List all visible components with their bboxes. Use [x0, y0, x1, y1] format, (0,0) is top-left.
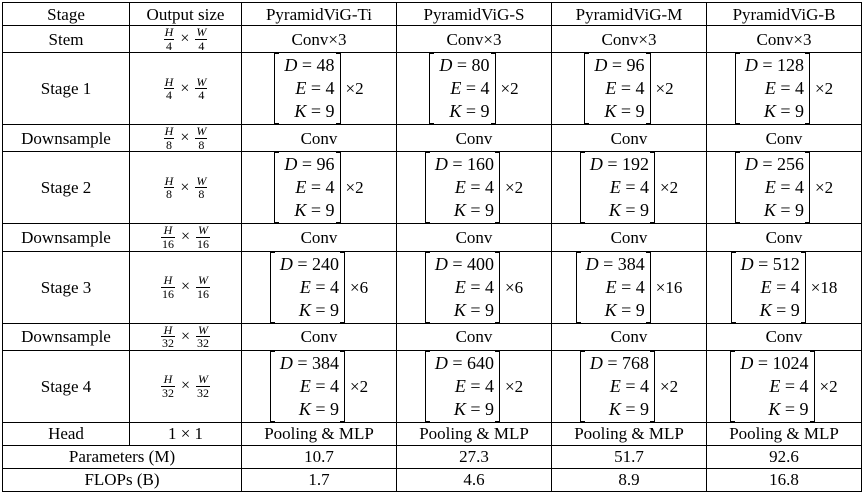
repeat-multiplier: ×2 — [350, 376, 369, 396]
stage-row — [3, 152, 862, 224]
stage-label: Stage 1 — [3, 53, 130, 125]
block-config-cell — [397, 152, 552, 224]
output-size-cell — [130, 53, 242, 125]
frac-numerator: H — [164, 25, 174, 39]
config-matrix — [730, 351, 814, 422]
width-fraction — [196, 224, 210, 250]
repeat-multiplier: ×2 — [505, 178, 524, 198]
frac-denominator: 32 — [197, 336, 210, 351]
output-size-expr — [161, 272, 210, 301]
output-size-cell — [130, 152, 242, 224]
block-config — [425, 252, 523, 323]
layer-row — [3, 26, 862, 53]
frac-numerator: H — [161, 373, 175, 387]
width-fraction — [196, 274, 210, 300]
matrix-entry-e: E = 4 — [295, 177, 335, 198]
block-config — [735, 152, 833, 223]
times-sign: × — [180, 377, 191, 395]
config-matrix — [576, 252, 651, 323]
matrix-entry-k: K = 9 — [453, 299, 495, 320]
height-fraction — [164, 76, 175, 102]
config-matrix — [580, 351, 655, 422]
layer-cell: Conv — [552, 323, 707, 350]
config-matrix — [270, 351, 345, 422]
frac-numerator: W — [196, 74, 207, 89]
stage-label: Stem — [3, 26, 130, 53]
frac-denominator: 8 — [198, 187, 205, 202]
layer-cell: Conv×3 — [707, 26, 862, 53]
layer-cell: Conv — [397, 323, 552, 350]
frac-denominator: 32 — [197, 385, 210, 400]
layer-cell: Conv×3 — [242, 26, 397, 53]
matrix-entry-d: D = 512 — [740, 253, 800, 274]
frac-denominator: 16 — [161, 286, 174, 301]
layer-cell: Pooling & MLP — [552, 422, 707, 445]
config-matrix — [735, 53, 810, 124]
layer-cell: Conv — [397, 224, 552, 251]
config-matrix — [735, 152, 810, 223]
matrix-entry-k: K = 9 — [298, 398, 340, 419]
matrix-entry-d: D = 192 — [589, 154, 650, 175]
repeat-multiplier: ×16 — [655, 277, 683, 297]
frac-numerator: W — [198, 322, 209, 337]
stage-label: Stage 2 — [3, 152, 130, 224]
output-size-expr — [164, 124, 208, 152]
frac-denominator: 16 — [197, 236, 210, 251]
frac-numerator: H — [161, 324, 175, 338]
summary-value: 4.6 — [397, 468, 552, 491]
height-fraction — [164, 175, 175, 201]
layer-row — [3, 422, 862, 445]
output-size-header: Output size — [130, 3, 242, 26]
block-config-cell — [397, 350, 552, 422]
times-sign: × — [180, 228, 191, 246]
stage-label: Downsample — [3, 224, 130, 251]
times-sign: × — [180, 327, 191, 345]
matrix-entry-k: K = 9 — [763, 200, 805, 221]
repeat-multiplier: ×2 — [345, 178, 364, 198]
times-sign: × — [180, 79, 190, 97]
repeat-multiplier: ×2 — [815, 178, 834, 198]
matrix-entry-e: E = 4 — [454, 375, 495, 396]
config-matrix — [429, 53, 495, 124]
summary-label: Parameters (M) — [3, 445, 242, 468]
frac-denominator: 16 — [197, 286, 210, 301]
stage-row — [3, 53, 862, 125]
output-size-cell — [130, 26, 242, 53]
block-config-cell — [707, 152, 862, 224]
frac-numerator: W — [196, 124, 207, 139]
matrix-entry-e: E = 4 — [609, 177, 650, 198]
layer-cell: Conv — [242, 323, 397, 350]
layer-row — [3, 224, 862, 251]
block-config — [731, 252, 838, 323]
config-matrix — [274, 53, 340, 124]
matrix-entry-k: K = 9 — [768, 398, 809, 419]
height-fraction — [161, 373, 175, 399]
repeat-multiplier: ×2 — [500, 79, 519, 99]
block-config — [584, 53, 673, 124]
matrix-entry-k: K = 9 — [298, 299, 340, 320]
width-fraction — [195, 76, 207, 102]
layer-cell: Pooling & MLP — [397, 422, 552, 445]
output-size-cell — [130, 251, 242, 323]
summary-value: 27.3 — [397, 445, 552, 468]
repeat-multiplier: ×2 — [819, 376, 838, 396]
layer-cell: Conv — [552, 125, 707, 152]
layer-cell: Conv — [397, 125, 552, 152]
times-sign: × — [180, 278, 191, 296]
repeat-multiplier: ×6 — [350, 277, 369, 297]
summary-value: 1.7 — [242, 468, 397, 491]
stage-header: Stage — [3, 3, 130, 26]
matrix-entry-d: D = 48 — [284, 55, 335, 76]
frac-denominator: 4 — [198, 38, 205, 53]
height-fraction — [164, 125, 175, 151]
width-fraction — [196, 324, 210, 350]
matrix-entry-k: K = 9 — [453, 200, 495, 221]
output-size-cell: 1 × 1 — [130, 422, 242, 445]
stage-label: Downsample — [3, 323, 130, 350]
matrix-entry-d: D = 384 — [585, 253, 645, 274]
frac-numerator: W — [198, 223, 209, 238]
frac-denominator: 4 — [165, 88, 172, 103]
layer-row — [3, 125, 862, 152]
frac-numerator: H — [164, 74, 174, 89]
matrix-entry-k: K = 9 — [604, 101, 645, 122]
layer-cell: Pooling & MLP — [242, 422, 397, 445]
frac-denominator: 4 — [165, 38, 172, 53]
matrix-entry-e: E = 4 — [605, 276, 645, 297]
block-config-cell — [707, 350, 862, 422]
matrix-entry-e: E = 4 — [299, 375, 340, 396]
layer-cell: Pooling & MLP — [707, 422, 862, 445]
frac-numerator: H — [161, 274, 175, 288]
height-fraction — [161, 224, 175, 250]
layer-cell: Conv — [552, 224, 707, 251]
block-config-cell — [242, 350, 397, 422]
repeat-multiplier: ×18 — [810, 277, 838, 297]
frac-denominator: 8 — [165, 137, 172, 152]
matrix-entry-d: D = 160 — [434, 154, 495, 175]
frac-denominator: 32 — [161, 336, 174, 351]
frac-numerator: W — [196, 173, 207, 188]
height-fraction — [161, 274, 175, 300]
matrix-entry-k: K = 9 — [608, 398, 650, 419]
block-config-cell — [242, 53, 397, 125]
model-header: PyramidViG-S — [397, 3, 552, 26]
stage-label: Stage 3 — [3, 251, 130, 323]
stage-label: Downsample — [3, 125, 130, 152]
output-size-cell — [130, 350, 242, 422]
times-sign: × — [180, 129, 190, 147]
output-size-cell — [130, 224, 242, 251]
config-matrix — [270, 252, 345, 323]
times-sign: × — [180, 30, 190, 48]
block-config — [270, 351, 368, 422]
matrix-entry-e: E = 4 — [764, 78, 805, 99]
matrix-entry-d: D = 768 — [589, 352, 650, 373]
matrix-entry-e: E = 4 — [454, 276, 495, 297]
matrix-entry-e: E = 4 — [450, 78, 490, 99]
output-size-cell — [130, 125, 242, 152]
matrix-entry-d: D = 128 — [744, 55, 805, 76]
block-config — [425, 351, 523, 422]
block-config-cell — [552, 152, 707, 224]
summary-value: 51.7 — [552, 445, 707, 468]
frac-numerator: H — [161, 224, 175, 238]
config-matrix — [425, 252, 500, 323]
repeat-multiplier: ×6 — [505, 277, 524, 297]
config-matrix — [731, 252, 806, 323]
height-fraction — [164, 26, 175, 52]
output-size-expr — [161, 223, 210, 251]
config-matrix — [584, 53, 650, 124]
matrix-entry-d: D = 1024 — [740, 352, 809, 373]
height-fraction — [161, 324, 175, 350]
block-config-cell — [707, 53, 862, 125]
frac-numerator: W — [198, 372, 209, 387]
matrix-entry-k: K = 9 — [763, 101, 805, 122]
frac-denominator: 8 — [165, 187, 172, 202]
matrix-entry-k: K = 9 — [449, 101, 490, 122]
matrix-entry-k: K = 9 — [759, 299, 800, 320]
block-config — [274, 53, 363, 124]
block-config — [580, 152, 678, 223]
block-config-cell — [242, 251, 397, 323]
matrix-entry-d: D = 80 — [439, 55, 490, 76]
layer-cell: Conv — [707, 224, 862, 251]
times-sign: × — [180, 178, 190, 196]
layer-cell: Conv — [242, 125, 397, 152]
frac-numerator: W — [198, 272, 209, 287]
block-config — [270, 252, 368, 323]
matrix-entry-e: E = 4 — [609, 375, 650, 396]
matrix-entry-e: E = 4 — [295, 78, 335, 99]
width-fraction — [195, 175, 207, 201]
frac-numerator: H — [164, 124, 174, 139]
matrix-entry-d: D = 96 — [594, 55, 645, 76]
summary-row — [3, 468, 862, 491]
frac-numerator: H — [164, 173, 174, 188]
matrix-entry-d: D = 640 — [434, 352, 495, 373]
matrix-entry-e: E = 4 — [769, 375, 809, 396]
matrix-entry-e: E = 4 — [760, 276, 800, 297]
output-size-cell — [130, 323, 242, 350]
repeat-multiplier: ×2 — [345, 79, 364, 99]
layer-cell: Conv — [707, 323, 862, 350]
frac-numerator: W — [196, 25, 207, 39]
model-header: PyramidViG-B — [707, 3, 862, 26]
summary-label: FLOPs (B) — [3, 468, 242, 491]
summary-value: 92.6 — [707, 445, 862, 468]
stage-row — [3, 350, 862, 422]
matrix-entry-d: D = 384 — [279, 352, 340, 373]
stage-label: Head — [3, 422, 130, 445]
frac-denominator: 4 — [198, 88, 205, 103]
layer-cell: Conv×3 — [552, 26, 707, 53]
summary-value: 10.7 — [242, 445, 397, 468]
stage-label: Stage 4 — [3, 350, 130, 422]
width-fraction — [196, 373, 210, 399]
matrix-entry-d: D = 96 — [284, 154, 335, 175]
stage-row — [3, 251, 862, 323]
block-config-cell — [397, 251, 552, 323]
config-matrix — [580, 152, 655, 223]
repeat-multiplier: ×2 — [660, 178, 679, 198]
block-config-cell — [397, 53, 552, 125]
output-size-expr — [161, 372, 210, 400]
model-header: PyramidViG-Ti — [242, 3, 397, 26]
block-config — [580, 351, 678, 422]
block-config-cell — [552, 53, 707, 125]
block-config-cell — [552, 251, 707, 323]
frac-denominator: 8 — [198, 137, 205, 152]
block-config — [735, 53, 833, 124]
frac-denominator: 32 — [161, 385, 174, 400]
matrix-entry-e: E = 4 — [764, 177, 805, 198]
header-row — [3, 3, 862, 26]
summary-value: 8.9 — [552, 468, 707, 491]
repeat-multiplier: ×2 — [660, 376, 679, 396]
matrix-entry-e: E = 4 — [454, 177, 495, 198]
matrix-entry-d: D = 400 — [434, 253, 495, 274]
config-matrix — [425, 351, 500, 422]
matrix-entry-e: E = 4 — [605, 78, 645, 99]
repeat-multiplier: ×2 — [655, 79, 674, 99]
repeat-multiplier: ×2 — [815, 79, 834, 99]
output-size-expr — [164, 25, 208, 53]
architecture-table — [2, 2, 862, 492]
block-config — [429, 53, 518, 124]
layer-cell: Conv — [242, 224, 397, 251]
layer-row — [3, 323, 862, 350]
config-matrix — [425, 152, 500, 223]
block-config — [274, 152, 363, 223]
matrix-entry-d: D = 256 — [744, 154, 805, 175]
matrix-entry-k: K = 9 — [294, 101, 335, 122]
block-config — [576, 252, 683, 323]
matrix-entry-k: K = 9 — [294, 200, 335, 221]
matrix-entry-k: K = 9 — [604, 299, 645, 320]
matrix-entry-e: E = 4 — [299, 276, 340, 297]
config-matrix — [274, 152, 340, 223]
block-config-cell — [552, 350, 707, 422]
repeat-multiplier: ×2 — [505, 376, 524, 396]
summary-value: 16.8 — [707, 468, 862, 491]
matrix-entry-k: K = 9 — [608, 200, 650, 221]
matrix-entry-k: K = 9 — [453, 398, 495, 419]
output-size-expr — [164, 74, 208, 103]
width-fraction — [195, 125, 207, 151]
block-config — [425, 152, 523, 223]
frac-denominator: 16 — [161, 236, 174, 251]
output-size-expr — [164, 173, 208, 202]
output-size-expr — [161, 322, 210, 351]
layer-cell: Conv — [707, 125, 862, 152]
width-fraction — [195, 26, 207, 52]
layer-cell: Conv×3 — [397, 26, 552, 53]
matrix-entry-d: D = 240 — [279, 253, 340, 274]
model-header: PyramidViG-M — [552, 3, 707, 26]
block-config-cell — [242, 152, 397, 224]
block-config-cell — [707, 251, 862, 323]
summary-row — [3, 445, 862, 468]
block-config — [730, 351, 837, 422]
